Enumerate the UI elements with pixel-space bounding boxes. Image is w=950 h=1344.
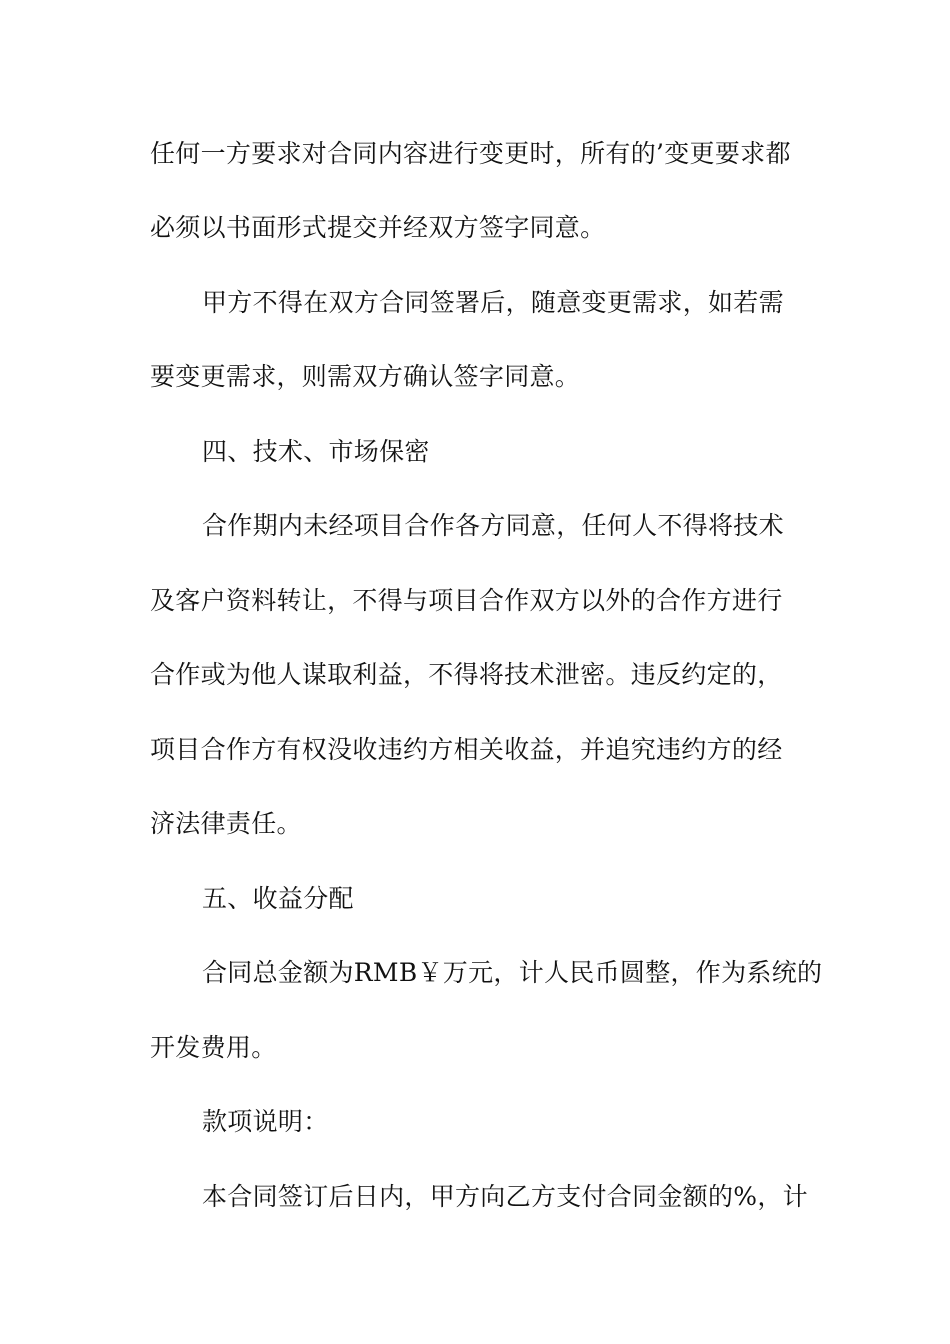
paragraph-5-line-1: 开发费用。	[150, 1033, 277, 1062]
paragraph-3-line-2: 合作或为他人谋取利益，不得将技术泄密。违反约定的，	[150, 660, 783, 689]
paragraph-7-line-0: 本合同签订后日内，甲方向乙方支付合同金额的%，计	[202, 1182, 808, 1211]
section-heading-5: 五、收益分配	[202, 884, 354, 913]
paragraph-1-line-0: 甲方不得在双方合同签署后，随意变更需求，如若需	[202, 288, 784, 317]
paragraph-0-line-1: 必须以书面形式提交并经双方签字同意。	[150, 213, 606, 242]
paragraph-1-line-1: 要变更需求，则需双方确认签字同意。	[150, 362, 581, 391]
paragraph-3-line-3: 项目合作方有权没收违约方相关收益，并追究违约方的经	[150, 735, 783, 764]
paragraph-6-line-0: 款项说明：	[202, 1107, 329, 1136]
paragraph-5-line-0: 合同总金额为RMB￥万元，计人民币圆整，作为系统的	[202, 958, 823, 987]
section-heading-4: 四、技术、市场保密	[202, 437, 430, 466]
paragraph-3-line-0: 合作期内未经项目合作各方同意，任何人不得将技术	[202, 511, 784, 540]
paragraph-3-line-1: 及客户资料转让，不得与项目合作双方以外的合作方进行	[150, 586, 783, 615]
paragraph-3-line-4: 济法律责任。	[150, 809, 302, 838]
paragraph-0-line-0: 任何一方要求对合同内容进行变更时，所有的’变更要求都	[150, 139, 791, 168]
